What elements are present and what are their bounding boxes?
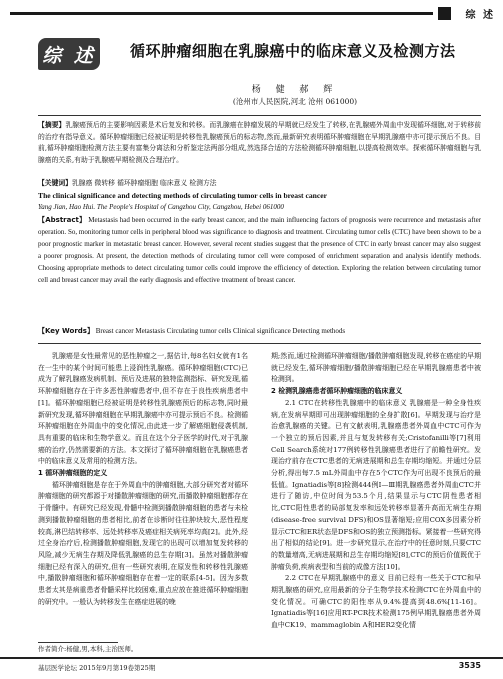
paragraph: 2.1 CTC在转移性乳腺癌中的临床意义 乳腺癌是一种全身性疾病,在发病早期即可出现肿瘤细胞的全身扩散[6]。早期发现与治疗是治愈乳腺癌的关键。已有文献表明,乳腺癌患者外周血中CTC可作为一个独立的预后因素,并且与复发转移有关;Cristofanilli等[7]利用Cell Search系统对177例转移性乳腺癌患者进行了前瞻性研究。发现治疗前存在CTC患者的无病进展期和总生存期均缩短。并通过分层分析,得出每7.5 mL外周血中存在5个CTC作为可出现不良预后的最低值。Ignatiadis等[8]检测444例Ⅰ—Ⅲ期乳腺癌患者外周血CTC并进行了随访,中位时间为53.5个月,结果显示与CTC阴性患者相比,CTC阳性患者的局部复发率和远处转移率显著升高而无病生存期(disease-free survival DFS)和OS显著缩短;应用COX多因素分析显示CTC和ER状态是DFS和OS的独立预测指标。紧接着一些研究得出了相似的结论[9]。进一步研究显示,在治疗中的任意时刻,只要CTC的数量增高,无病进展期和总生存期均缩短[8],CTC的预后价值既优于肿瘤负荷,疾病表型和当前的成像方法[10]。 <box>271 398 481 571</box>
paragraph: 循环肿瘤细胞是存在于外周血中的肿瘤细胞,大部分研究者对循环肿瘤细胞的研究都源于对播散肿瘤细胞的研究,而播散肿瘤细胞都存在于骨髓中。有研究已经发现,骨髓中检测到播散肿瘤细胞的患者与未检测到播散肿瘤细胞的患者相比,前者在诊断时往往肿块较大,恶性程度较高,淋巴结转移率、远处转移率及癌症相关病死率均高[2]。此外,经过全身治疗后,检测播散肿瘤细胞,发现它的出现可以增加复发转移的风险,减少无病生存期及降低乳腺癌的总生存期[3]。虽然对播散肿瘤细胞已经有深入的研究,但有一些研究表明,在原发性和转移性乳腺癌中,播散肿瘤细胞和循环肿瘤细胞存在着一定的联系[4-5]。因为多数患者太其是病重患者骨髓采样比较困难,重点应放在推进循环肿瘤细胞的研究中。一般认为转移发生在癌症进展的晚 <box>38 480 248 606</box>
abstract-cn-text: 乳腺癌预后的主要影响因素是术后复发和转移。而乳腺癌在肿瘤发展的早期就已经发生了转移,在乳腺癌外周血中发现循环细胞,对于转移前的治疗有指导意义。循环肿瘤细胞已经被证明是转移性乳腺癌预后的标志物,然而,最新研究表明循环肿瘤细胞在早期乳腺癌中亦可提示预后不良。目前,循环肿瘤细胞检测方法主要有富集分离法和分析鉴定法两部分组成,然选择合适的方法检测循环肿瘤细胞,以提高检测效率。探索循环肿瘤细胞与乳腺癌的关系,有助于乳腺癌早期检测及合理治疗。 <box>38 121 481 164</box>
footer-rule <box>0 657 503 659</box>
journal-citation: 基层医学论坛 2015年9月第19卷第25期 <box>38 664 156 672</box>
article-title: 循环肿瘤细胞在乳腺癌中的临床意义及检测方法 <box>130 42 456 60</box>
running-header <box>0 6 503 20</box>
paragraph: 期;然而,通过检测循环肿瘤细胞/播散肿瘤细胞发现,转移在癌症的早期就已经发生,循环肿瘤细胞/播散肿瘤细胞已经在早期乳腺癌患者中被检测到。 <box>271 352 481 384</box>
header-rule <box>10 12 433 15</box>
keywords-cn-label: 【关键词】 <box>38 179 72 187</box>
section-heading-1: 1 循环肿瘤细胞的定义 <box>38 469 108 478</box>
abstract-en-label: 【Abstract】 <box>38 216 87 224</box>
english-authors: Yang Jian, Hao Hui. The People's Hospital of Cangzhou City, Cangzhou, Hebei 061000 <box>38 203 284 211</box>
article-authors: 杨 健 郝 辉 <box>251 85 339 95</box>
review-badge: 综 述 <box>38 38 100 70</box>
footnote-rule <box>38 642 118 643</box>
english-title: The clinical significance and detecting methods of circulating tumor cells in breast cancer <box>38 191 327 200</box>
section-heading-2: 2 检测乳腺癌患者循环肿瘤细胞的临床意义 <box>271 387 403 396</box>
abstract-top-rule <box>38 115 481 116</box>
keywords-en-text: Breast cancer Metastasis Circulating tumor cells Clinical significance Detecting methods <box>95 327 346 335</box>
body-column-right <box>271 351 481 632</box>
page-number: 3535 <box>458 661 481 670</box>
abstract-bottom-rule <box>38 343 481 344</box>
abstract-cn-label: 【摘要】 <box>38 121 66 129</box>
author-note: 作者简介:杨健,男,本科,主治医师。 <box>38 645 138 653</box>
header-section-label: 综 述 <box>465 10 495 21</box>
abstract-chinese <box>38 120 481 166</box>
keywords-english <box>38 326 481 338</box>
abstract-en-text: Metastasis had been occurred in the early breast cancer, and the main influencing factors of prognosis were recurrence and metastasis after operation. So, monitoring tumor cells in peripheral blood was significance to diagnosis and treatment. Circulating tumor cells (CTC) have been shown to be a poor prognostic marker in metastatic breast cancer. However, several recent studies suggest that the presence of CTC in early breast cancer may also suggest a poorer prognosis. At present, the detection methods of circulating tumor cell were composed of enrichment separation and analysis identify methods. Choosing appropriate methods to detect circulating tumor cells could improve the efficiency of detection. Exploring the relation between circulating tumor cell and breast cancer may avail the early diagnosis and effective treatment of breast cancer. <box>38 216 482 284</box>
paragraph: 2.2 CTC在早期乳腺癌中的意义 目前已经有一些关于CTC和早期乳腺癌的研究,应用最新的分子生物学技术检测CTC在外周血中的变化情况。可确CTC的阳性率从9.4%提高到48.6%[11-16]。Ignatiadis等[16]应用RT-PCR技术检测175例早期乳腺癌患者外周血中CK19、mammaglobin A和HER2变化情 <box>271 574 481 630</box>
abstract-english <box>38 214 481 286</box>
article-affiliation: (沧州市人民医院,河北 沧州 061000) <box>232 97 358 106</box>
keywords-cn-text: 乳腺癌 微转移 循环肿瘤细胞 临床意义 检测方法 <box>71 179 217 187</box>
keywords-chinese <box>38 178 481 190</box>
paragraph: 乳腺癌是女性最常见的恶性肿瘤之一,据估计,每8名妇女就有1名在一生中的某个时间可能患上浸润性乳腺癌。循环肿瘤细胞(CTC)已成为了解乳腺癌发病机制、预后及进展的独特监测指标、研究发现,循环肿瘤细胞存在于许多恶性肿瘤患者中,但不存在于良性疾病患者中[1]。循环肿瘤细胞已经被证明是转移性乳腺癌预后的标志物,同时最新研究发现,循环肿瘤细胞在早期乳腺癌中亦可提示预后不良。检测循环肿瘤细胞在外周血中的变化情况,由此进一步了解癌细胞侵袭机制,具有重要的临床和生物学意义。而且在这个分子医学的时代,对于乳腺癌的治疗,仍然需要新的方法。本文探讨了循环肿瘤细胞在乳腺癌患者中的临床意义及常用的检测方法。 <box>38 352 248 466</box>
header-square-icon <box>438 7 451 20</box>
body-column-left <box>38 351 248 608</box>
keywords-en-label: 【Key Words】 <box>38 327 94 335</box>
